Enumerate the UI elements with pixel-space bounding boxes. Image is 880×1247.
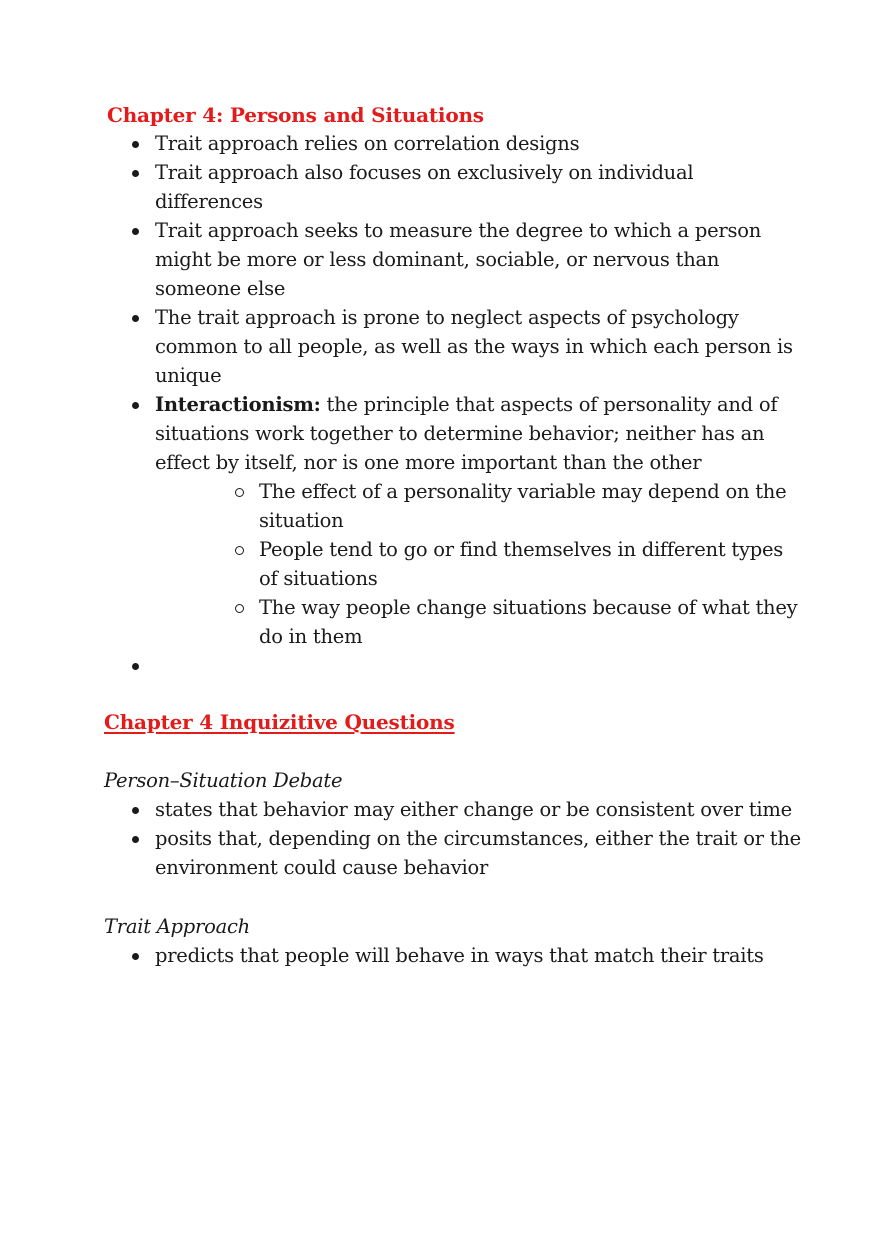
interactionism-term: Interactionism:	[155, 393, 321, 416]
list-item-interactionism	[104, 390, 804, 651]
sub-list-item: The effect of a personality variable may depend on the situation	[207, 477, 804, 535]
chapter-bullet-list	[104, 129, 804, 680]
interactionism-definition: the principle that aspects of personality and of situations work together to determine behavior; neither has an effect by itself, nor is one more important than the other	[155, 393, 778, 474]
trait-bullet-list	[104, 941, 804, 970]
sub-list-item: The way people change situations because of what they do in them	[207, 593, 804, 651]
chapter-heading: Chapter 4: Persons and Situations	[107, 103, 484, 127]
sub-list-item: People tend to go or find themselves in different types of situations	[207, 535, 804, 593]
page-content	[104, 101, 804, 970]
inquizitive-heading: Chapter 4 Inquizitive Questions	[104, 710, 455, 734]
list-item: Trait approach seeks to measure the degree to which a person might be more or less dominant, sociable, or nervous than someone else	[104, 216, 804, 303]
debate-bullet-list	[104, 795, 804, 882]
subheading-person-situation-debate: Person–Situation Debate	[104, 769, 343, 792]
subheading-trait-approach: Trait Approach	[104, 915, 250, 938]
list-item: Trait approach relies on correlation designs	[104, 129, 804, 158]
list-item: posits that, depending on the circumstances, either the trait or the environment could cause behavior	[104, 824, 804, 882]
list-item: The trait approach is prone to neglect aspects of psychology common to all people, as well as the ways in which each person is unique	[104, 303, 804, 390]
list-item: states that behavior may either change or be consistent over time	[104, 795, 804, 824]
interactionism-sublist	[207, 477, 804, 651]
empty-list-item	[104, 651, 804, 680]
list-item: predicts that people will behave in ways that match their traits	[104, 941, 804, 970]
list-item: Trait approach also focuses on exclusively on individual differences	[104, 158, 804, 216]
